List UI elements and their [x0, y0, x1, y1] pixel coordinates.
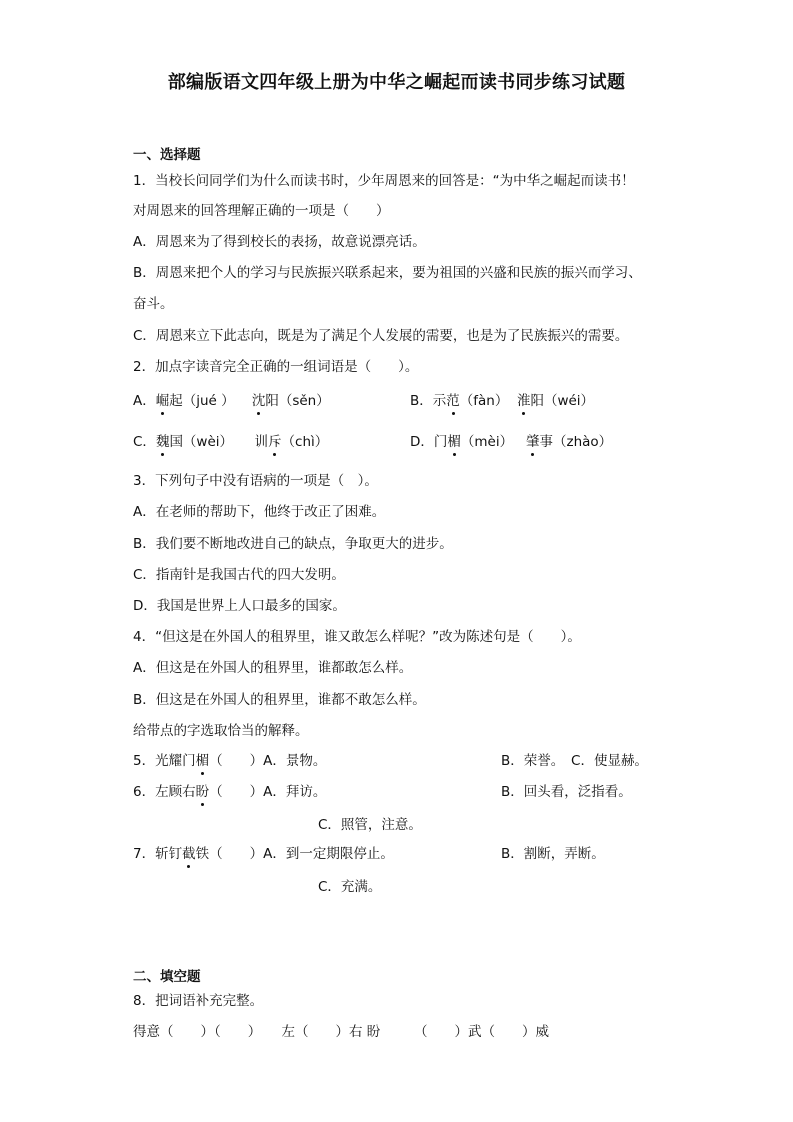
q3-option-d: D．我国是世界上人口最多的国家。 [133, 598, 346, 614]
q1-option-c: C．周恩来立下此志向，既是为了满足个人发展的需要，也是为了民族振兴的需要。 [133, 328, 629, 344]
q6-dotted-char: 盼 [195, 784, 210, 800]
q2-a-dotted-char-1: 崛 [155, 393, 170, 409]
q2-b-reading-1: （fàn） [459, 393, 509, 409]
q7-option-c: C．充满。 [318, 879, 382, 895]
section-heading-fill: 二、填空题 [133, 969, 201, 985]
q5-prefix: 5．光耀门 [133, 753, 196, 769]
q2-d-dotted-char-1: 楣 [447, 434, 461, 450]
q2-c-char-2: 训 [254, 434, 269, 450]
q2-option-d [410, 432, 612, 452]
q6-prefix: 6．左顾右 [133, 784, 196, 800]
q7-option-b: B．割断，弄断。 [501, 846, 605, 862]
q2-b-reading-2: 阳（wéi） [530, 393, 595, 409]
q2-option-c [133, 432, 328, 452]
q5-line [133, 751, 326, 771]
q2-c-prefix: C． [133, 434, 156, 450]
q2-stem: 2．加点字读音完全正确的一组词语是（ ）。 [133, 359, 419, 375]
q2-d-dotted-char-2: 肇 [526, 434, 540, 450]
q1-option-b-line1: B．周恩来把个人的学习与民族振兴联系起来，要为祖国的兴盛和民族的振兴而学习、 [133, 265, 642, 281]
q7-prefix: 7．斩钉 [133, 846, 183, 862]
q2-b-dotted-char-1: 范 [446, 393, 460, 409]
q2-a-reading-1: 起（jué ） [169, 393, 235, 409]
page-title: 部编版语文四年级上册为中华之崛起而读书同步练习试题 [167, 72, 626, 93]
q2-d-reading-1: （mèi） [460, 434, 514, 450]
q7-option-a: 铁（ ）A．到一定期限停止。 [195, 846, 394, 862]
q1-option-a: A．周恩来为了得到校长的表扬，故意说漂亮话。 [133, 234, 426, 250]
q6-line [133, 782, 326, 802]
q5-dotted-char: 楣 [195, 753, 210, 769]
q2-option-b [410, 391, 594, 411]
q1-stem-line2: 对周恩来的回答理解正确的一项是（ ） [133, 203, 390, 219]
q1-option-b-line2: 奋斗。 [133, 296, 174, 312]
q8-stem: 8．把词语补充完整。 [133, 993, 264, 1009]
q2-b-dotted-char-2: 淮 [516, 393, 531, 409]
q7-line [133, 844, 394, 864]
q6-option-b: B．回头看，泛指看。 [501, 784, 632, 800]
q6-option-a: （ ）A．拜访。 [209, 784, 327, 800]
q2-c-dotted-char-1: 魏 [155, 434, 170, 450]
q2-c-reading-1: 国（wèi） [169, 434, 234, 450]
q2-b-prefix: B．示 [410, 393, 447, 409]
q6-option-c: C．照管，注意。 [318, 817, 422, 833]
q7-dotted-char: 截 [182, 846, 196, 862]
q2-c-reading-2: （chì） [281, 434, 329, 450]
q2-c-dotted-char-2: 斥 [268, 434, 282, 450]
q4-option-a: A．但这是在外国人的租界里，谁都敢怎么样。 [133, 660, 413, 676]
q2-a-reading-2: 阳（sěn） [265, 393, 330, 409]
q3-stem: 3．下列句子中没有语病的一项是（ ）。 [133, 473, 378, 489]
instruction-text: 给带点的字选取恰当的解释。 [133, 723, 309, 739]
q4-stem: 4．“但这是在外国人的租界里，谁又敢怎么样呢？”改为陈述句是（ ）。 [133, 629, 581, 645]
q2-d-reading-2: 事（zhào） [539, 434, 613, 450]
section-heading-choice: 一、选择题 [133, 147, 201, 163]
q2-option-a [133, 391, 330, 411]
q2-a-prefix: A． [133, 393, 156, 409]
q3-option-c: C．指南针是我国古代的四大发明。 [133, 567, 345, 583]
q5-option-a: （ ）A．景物。 [209, 753, 327, 769]
q3-option-a: A．在老师的帮助下，他终于改正了困难。 [133, 504, 386, 520]
q2-a-dotted-char-2: 沈 [251, 393, 266, 409]
q8-fill-blanks: 得意（ ）（ ） 左（ ）右 盼 （ ）武（ ）威 [133, 1024, 550, 1040]
q2-d-prefix: D．门 [410, 434, 448, 450]
q4-option-b: B．但这是在外国人的租界里，谁都不敢怎么样。 [133, 692, 426, 708]
q5-options-b-c: B．荣誉。 C．使显赫。 [501, 753, 648, 769]
q3-option-b: B．我们要不断地改进自己的缺点，争取更大的进步。 [133, 536, 453, 552]
q1-stem-line1: 1．当校长问同学们为什么而读书时，少年周恩来的回答是：“为中华之崛起而读书！ [133, 173, 635, 189]
